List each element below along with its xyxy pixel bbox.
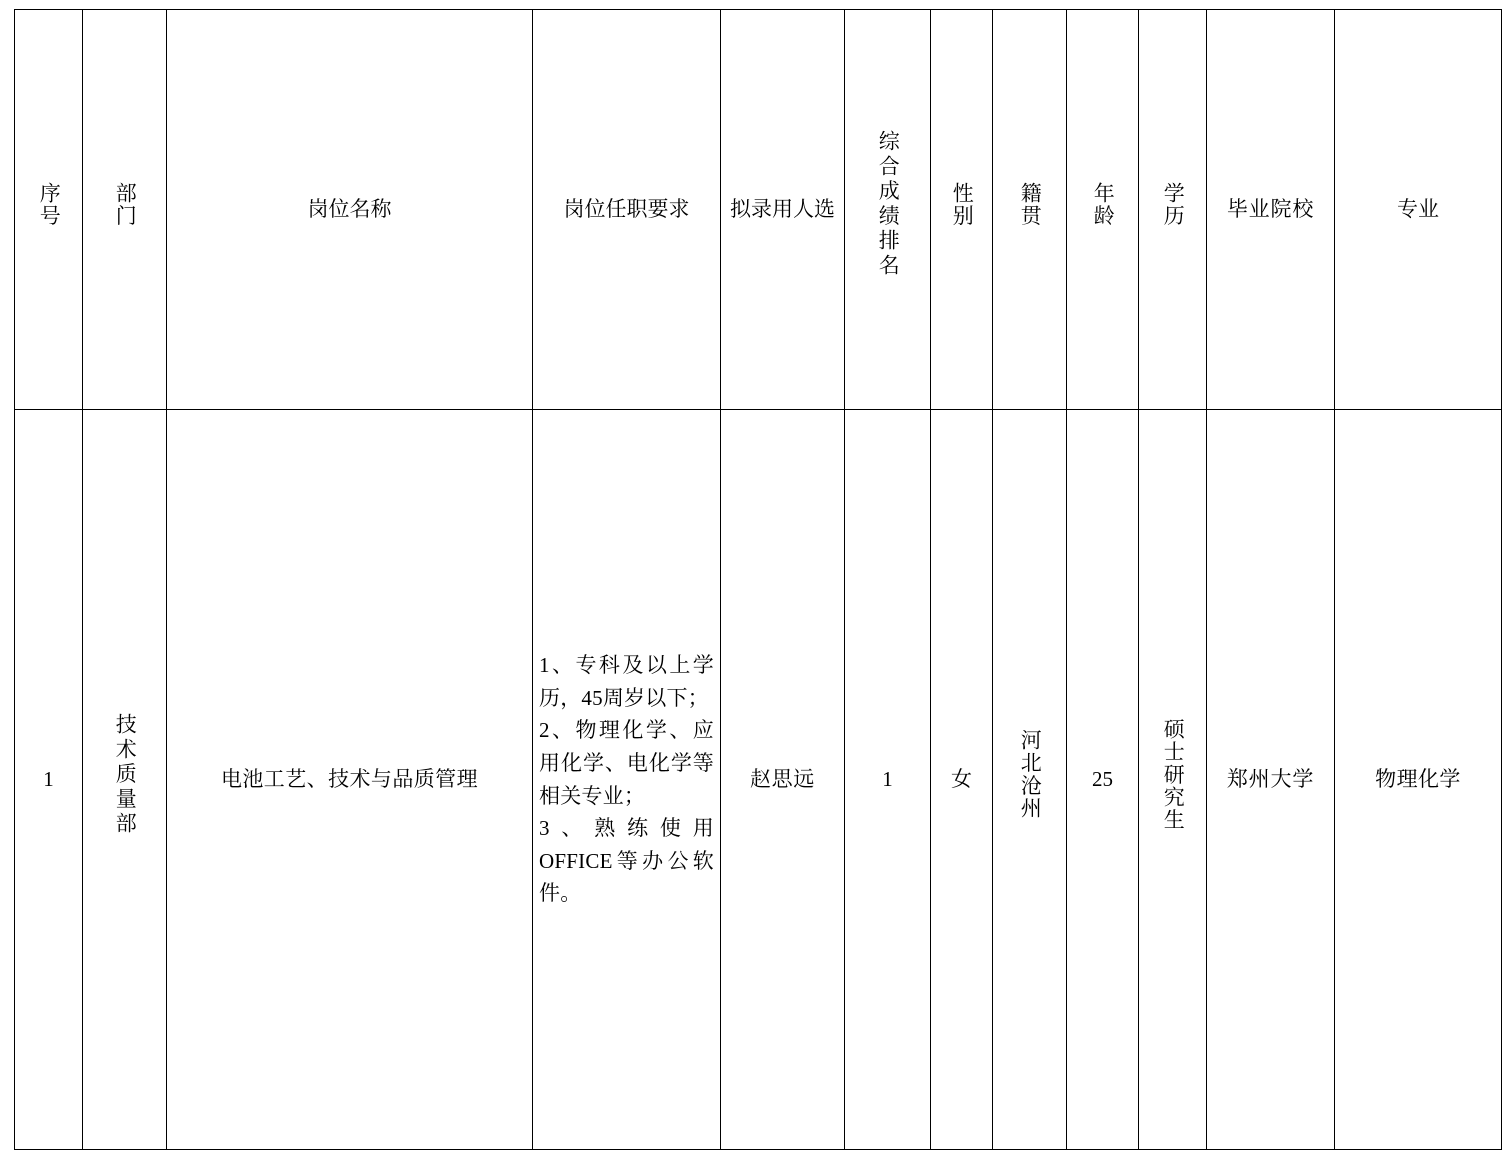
requirement-line-1: 1、专科及以上学历，45周岁以下；	[539, 653, 714, 710]
header-cell-dept	[83, 10, 167, 410]
header-cell-candidate	[721, 10, 845, 410]
cell-dept-text: 技术质量部	[113, 712, 138, 837]
header-label-sex: 性别	[950, 182, 975, 228]
header-cell-seq	[15, 10, 83, 410]
cell-education-text: 硕士研究生	[1161, 718, 1186, 832]
requirement-line-3: 3、熟练使用OFFICE等办公软件。	[539, 816, 714, 906]
header-cell-education	[1139, 10, 1207, 410]
header-cell-sex	[931, 10, 993, 410]
header-label-hometown: 籍贯	[1018, 182, 1043, 228]
header-label-post: 岗位名称	[307, 197, 392, 222]
cell-major: 物理化学	[1335, 410, 1502, 1150]
header-cell-major	[1335, 10, 1502, 410]
table-header-row	[15, 10, 1502, 410]
cell-seq: 1	[15, 410, 83, 1150]
cell-school: 郑州大学	[1207, 410, 1335, 1150]
cell-hometown-text: 河北沧州	[1018, 729, 1043, 821]
header-label-rank: 综合成绩排名	[876, 130, 901, 280]
header-cell-school	[1207, 10, 1335, 410]
header-label-candidate: 拟录用人选	[730, 197, 835, 222]
header-cell-post	[167, 10, 533, 410]
header-label-education: 学历	[1161, 182, 1186, 228]
header-cell-age	[1067, 10, 1139, 410]
cell-post: 电池工艺、技术与品质管理	[167, 410, 533, 1150]
cell-requirements	[533, 410, 721, 1150]
cell-education	[1139, 410, 1207, 1150]
cell-hometown	[993, 410, 1067, 1150]
document-page	[0, 9, 1511, 1175]
header-cell-req	[533, 10, 721, 410]
header-label-school: 毕业院校	[1226, 197, 1315, 222]
cell-candidate: 赵思远	[721, 410, 845, 1150]
header-cell-hometown	[993, 10, 1067, 410]
header-label-seq: 序号	[37, 182, 62, 228]
cell-age: 25	[1067, 410, 1139, 1150]
header-label-dept: 部门	[113, 182, 138, 228]
recruitment-table	[14, 9, 1502, 1150]
header-label-age: 年龄	[1091, 182, 1116, 228]
header-label-major: 专业	[1397, 197, 1439, 222]
header-label-req: 岗位任职要求	[563, 197, 690, 222]
requirement-line-2: 2、物理化学、应用化学、电化学等相关专业；	[539, 718, 714, 808]
header-cell-rank	[845, 10, 931, 410]
table-row	[15, 410, 1502, 1150]
cell-rank: 1	[845, 410, 931, 1150]
cell-sex: 女	[931, 410, 993, 1150]
cell-dept	[83, 410, 167, 1150]
